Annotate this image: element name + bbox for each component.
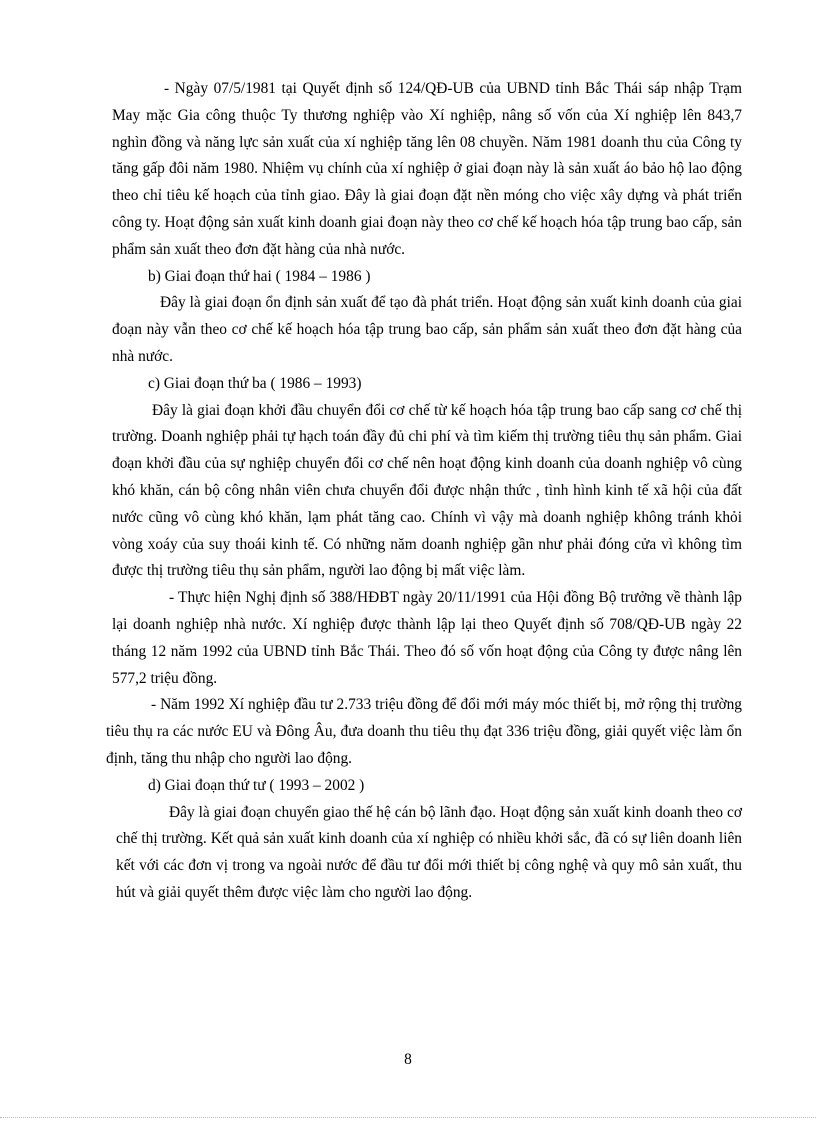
page-number: 8 bbox=[404, 1051, 412, 1068]
heading-giai-doan-thu-ba: c) Giai đoạn thứ ba ( 1986 – 1993) bbox=[148, 374, 362, 392]
paragraph-sap-nhap-1981: - Ngày 07/5/1981 tại Quyết định số 124/QĐ-UB của UBND tỉnh Bắc Thái sáp nhập Trạm May mặc Gia công thuộc Ty thương nghiệp vào Xí nghiệp, nâng số vốn của Xí nghiệp lên 843,7 nghìn đồng và năng lực sản xuất của xí nghiệp tăng lên 08 chuyền. Năm 1981 doanh thu của Công ty tăng gấp đôi năm 1980. Nhiệm vụ chính của xí nghiệp ở giai đoạn này là sản xuất áo bảo hộ lao động theo chỉ tiêu kế hoạch của tỉnh giao. Đây là giai đoạn đặt nền móng cho việc xây dựng và phát triển công ty. Hoạt động sản xuất kinh doanh giai đoạn này theo cơ chế kế hoạch hóa tập trung bao cấp, sản phẩm sản xuất theo đơn đặt hàng của nhà nước. bbox=[112, 80, 742, 258]
page-body bbox=[106, 76, 742, 907]
paragraph-dau-tu-1992: - Năm 1992 Xí nghiệp đầu tư 2.733 triệu đồng để đổi mới máy móc thiết bị, mở rộng thị trường tiêu thụ ra các nước EU và Đông Âu, đưa doanh thu tiêu thụ đạt 336 triệu đồng, giải quyết việc làm ổn định, tăng thu nhập cho người lao động. bbox=[106, 696, 742, 767]
paragraph-giai-doan-thu-hai: Đây là giai đoạn ổn định sản xuất để tạo đà phát triển. Hoạt động sản xuất kinh doanh của giai đoạn này vẫn theo cơ chế kế hoạch hóa tập trung bao cấp, sản phẩm sản xuất theo đơn đặt hàng của nhà nước. bbox=[112, 294, 742, 365]
page-bottom-divider bbox=[0, 1117, 816, 1118]
heading-giai-doan-thu-tu: d) Giai đoạn thứ tư ( 1993 – 2002 ) bbox=[148, 776, 365, 794]
paragraph-nghi-dinh-388: - Thực hiện Nghị định số 388/HĐBT ngày 20/11/1991 của Hội đồng Bộ trưởng về thành lập lại doanh nghiệp nhà nước. Xí nghiệp được thành lập lại theo Quyết định số 708/QĐ-UB ngày 22 tháng 12 năm 1992 của UBND tỉnh Bắc Thái. Theo đó số vốn hoạt động của Công ty được nâng lên 577,2 triệu đồng. bbox=[112, 589, 742, 687]
paragraph-giai-doan-thu-tu: Đây là giai đoạn chuyển giao thế hệ cán bộ lãnh đạo. Hoạt động sản xuất kinh doanh theo cơ chế thị trường. Kết quả sản xuất kinh doanh của xí nghiệp có nhiều khởi sắc, đã có sự liên doanh liên kết với các đơn vị trong va ngoài nước để đầu tư đổi mới thiết bị công nghệ và quy mô sản xuất, thu hút và giải quyết thêm được việc làm cho người lao động. bbox=[116, 803, 742, 901]
heading-giai-doan-thu-hai: b) Giai đoạn thứ hai ( 1984 – 1986 ) bbox=[148, 267, 371, 285]
paragraph-giai-doan-thu-ba: Đây là giai đoạn khởi đầu chuyển đổi cơ chế từ kế hoạch hóa tập trung bao cấp sang cơ chế thị trường. Doanh nghiệp phải tự hạch toán đầy đủ chi phí và tìm kiếm thị trường tiêu thụ sản phẩm. Giai đoạn khởi đầu của sự nghiệp chuyển đổi cơ chế nên hoạt động kinh doanh của doanh nghiệp vô cùng khó khăn, cán bộ công nhân viên chưa chuyển đổi được nhận thức , tình hình kinh tế xã hội của đất nước cũng vô cùng khó khăn, lạm phát tăng cao. Chính vì vậy mà doanh nghiệp không tránh khỏi vòng xoáy của suy thoái kinh tế. Có những năm doanh nghiệp gần như phải đóng cửa vì không tìm được thị trường tiêu thụ sản phẩm, người lao động bị mất việc làm. bbox=[112, 401, 742, 580]
